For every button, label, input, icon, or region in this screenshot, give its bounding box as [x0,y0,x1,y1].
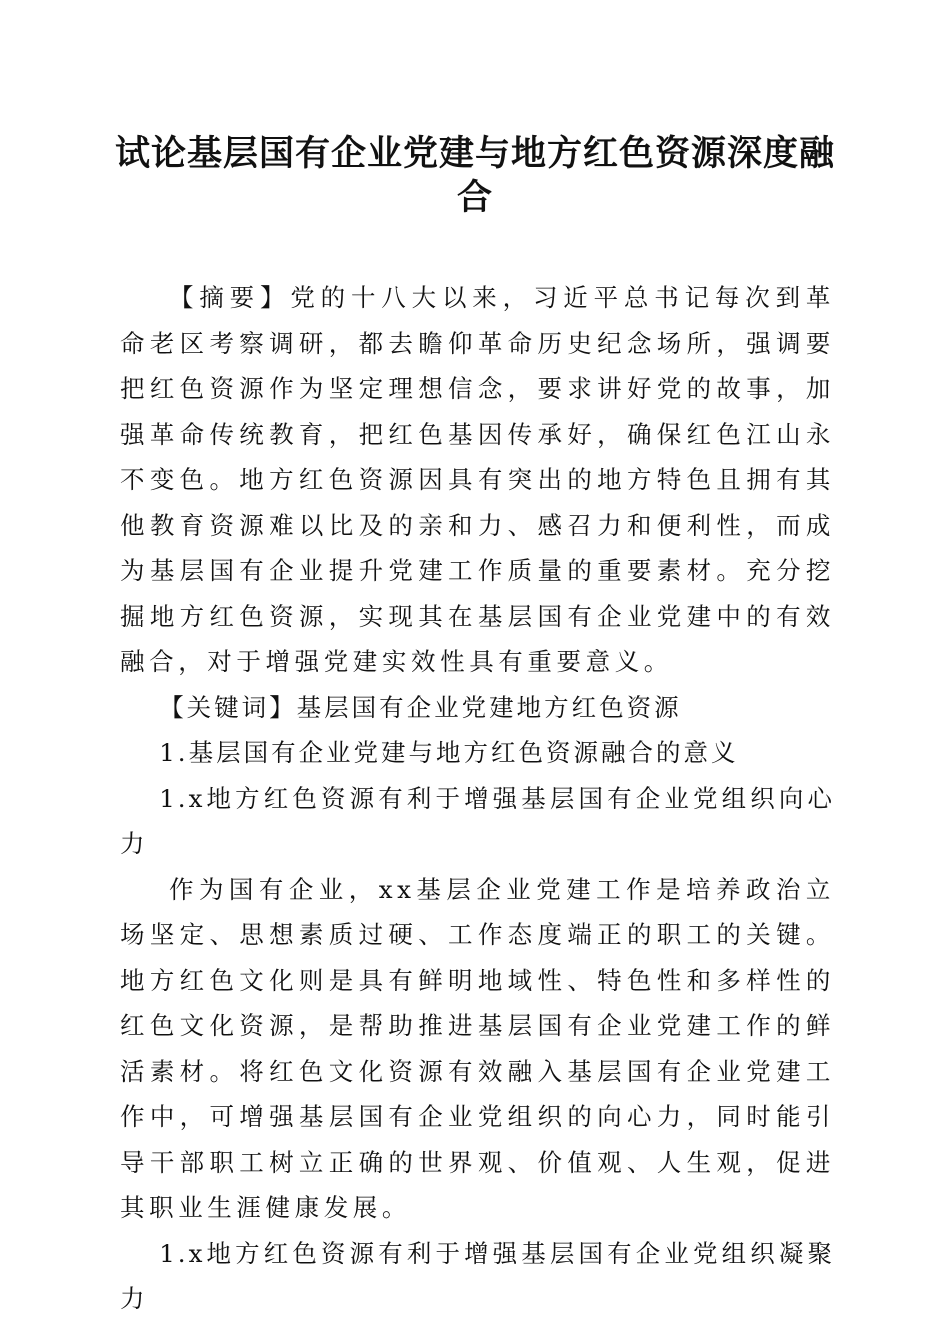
abstract-paragraph: 【摘要】党的十八大以来，习近平总书记每次到革命老区考察调研，都去瞻仰革命历史纪念场所，强调要把红色资源作为坚定理想信念，要求讲好党的故事，加强革命传统教育，把红色基因传承好，确保红色江山永不变色。地方红色资源因具有突出的地方特色且拥有其他教育资源难以比及的亲和力、感召力和便利性，而成为基层国有企业提升党建工作质量的重要素材。充分挖掘地方红色资源，实现其在基层国有企业党建中的有效融合，对于增强党建实效性具有重要意义。 [120,283,835,676]
body-paragraph: 作为国有企业，xx基层企业党建工作是培养政治立场坚定、思想素质过硬、工作态度端正的职工的关键。地方红色文化则是具有鲜明地域性、特色性和多样性的红色文化资源，是帮助推进基层国有企业党建工作的鲜活素材。将红色文化资源有效融入基层国有企业党建工作中，可增强基层国有企业党组织的向心力，同时能引导干部职工树立正确的世界观、价值观、人生观，促进其职业生涯健康发展。 [120,874,835,1222]
subsection-heading: 1.x地方红色资源有利于增强基层国有企业党组织凝聚力 [120,1238,835,1313]
section-heading: 1.基层国有企业党建与地方红色资源融合的意义 [159,738,739,767]
document-body [120,275,835,1322]
keywords-paragraph: 【关键词】基层国有企业党建地方红色资源 [159,692,682,722]
subsection-heading: 1.x地方红色资源有利于增强基层国有企业党组织向心力 [120,783,835,858]
document-title: 试论基层国有企业党建与地方红色资源深度融合 [114,133,835,218]
